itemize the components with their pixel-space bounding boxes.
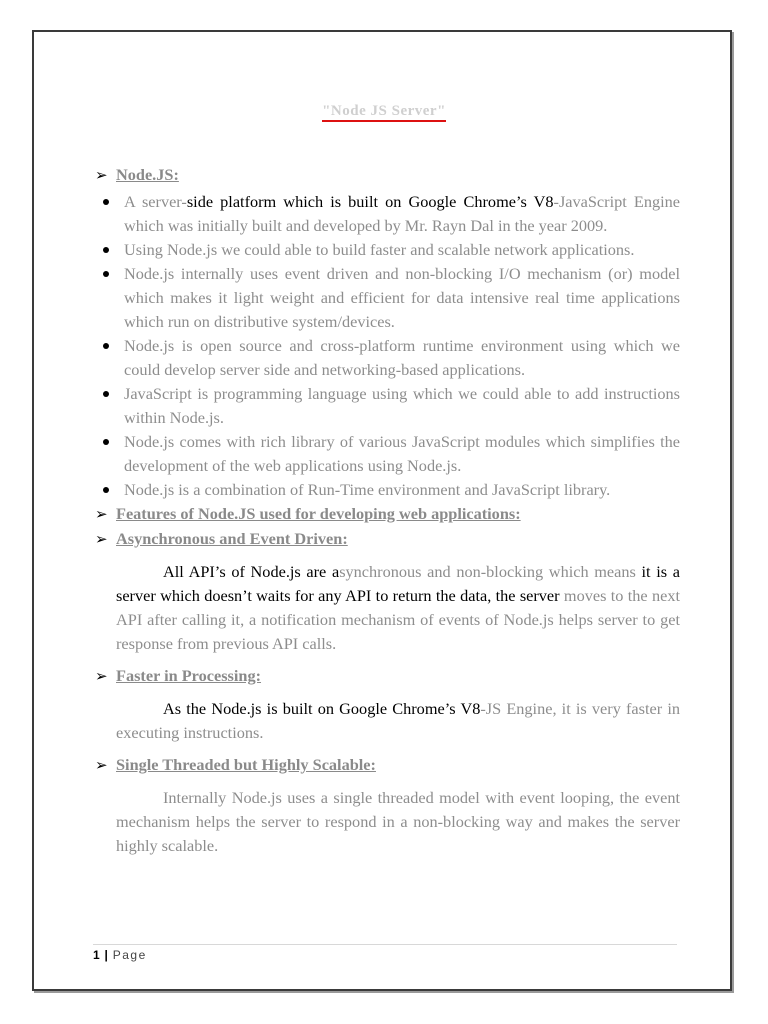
arrow-bullet-icon: ➢ <box>95 532 108 548</box>
section-heading-async: ➢ Asynchronous and Event Driven: <box>95 527 680 552</box>
section-heading-features: ➢ Features of Node.JS used for developing web applications: <box>95 502 680 527</box>
bullet-dot-icon <box>103 247 109 253</box>
list-item: Using Node.js we could able to build faster and scalable network applications. <box>95 238 680 262</box>
arrow-bullet-icon: ➢ <box>95 168 108 184</box>
document-title: "Node JS Server" <box>0 103 768 120</box>
list-item: Node.js is a combination of Run-Time environment and JavaScript library. <box>95 478 680 502</box>
section-heading-nodejs: ➢ Node.JS: <box>95 163 680 188</box>
arrow-bullet-icon: ➢ <box>95 669 108 685</box>
bullet-dot-icon <box>103 487 109 493</box>
bullet-dot-icon <box>103 439 109 445</box>
list-item: Node.js comes with rich library of various JavaScript modules which simplifies the development of the web applications using Node.js. <box>95 430 680 478</box>
bullet-dot-icon <box>103 271 109 277</box>
section-heading-single-threaded: ➢ Single Threaded but Highly Scalable: <box>95 753 680 778</box>
list-item: JavaScript is programming language using which we could able to add instructions within Node.js. <box>95 382 680 430</box>
bullet-dot-icon <box>103 391 109 397</box>
document-body <box>95 163 680 858</box>
list-item: Node.js internally uses event driven and non-blocking I/O mechanism (or) model which makes it light weight and efficient for data intensive real time applications which run on distributive system/devices. <box>95 262 680 334</box>
nodejs-bullet-list <box>95 190 680 502</box>
section-heading-faster: ➢ Faster in Processing: <box>95 664 680 689</box>
bullet-dot-icon <box>103 343 109 349</box>
list-item: A server-side platform which is built on Google Chrome’s V8-JavaScript Engine which was initially built and developed by Mr. Rayn Dal in the year 2009. <box>95 190 680 238</box>
single-threaded-paragraph: Internally Node.js uses a single threaded model with event looping, the event mechanism helps the server to respond in a non-blocking way and makes the server highly scalable. <box>116 788 680 855</box>
async-paragraph: All API’s of Node.js are asynchronous and non-blocking which means it is a server which doesn’t waits for any API to return the data, the server moves to the next API after calling it, a notification mechanism of events of Node.js helps server to get response from previous API calls. <box>116 562 680 653</box>
faster-paragraph: As the Node.js is built on Google Chrome’s V8-JS Engine, it is very faster in executing instructions. <box>116 699 680 742</box>
list-item: Node.js is open source and cross-platform runtime environment using which we could develop server side and networking-based applications. <box>95 334 680 382</box>
page-footer: 1 | Page <box>93 948 147 962</box>
bullet-dot-icon <box>103 199 109 205</box>
arrow-bullet-icon: ➢ <box>95 758 108 774</box>
arrow-bullet-icon: ➢ <box>95 507 108 523</box>
footer-divider <box>93 944 677 945</box>
